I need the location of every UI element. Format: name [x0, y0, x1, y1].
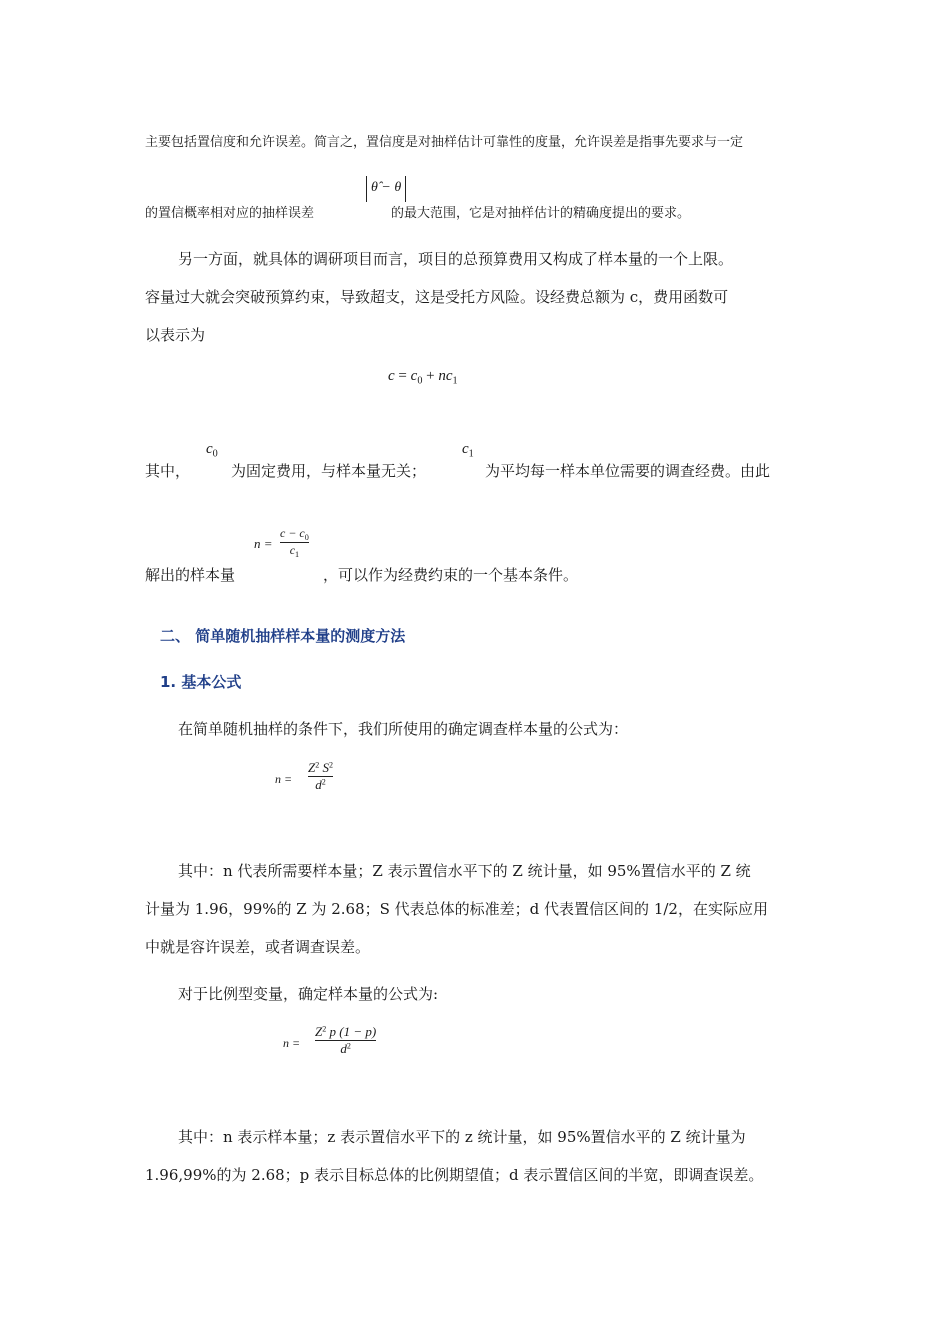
solve-formula-fraction: [280, 526, 309, 559]
cost-formula-plus: +: [426, 368, 435, 384]
formula-n1-denominator: [315, 777, 326, 793]
cost-formula-sub1: 1: [452, 375, 458, 387]
solve-den-sub: 1: [295, 549, 300, 559]
para-symbols-suffix: 为平均每一样本单位需要的调查经费。由此: [485, 462, 771, 480]
formula-n2-fraction: [315, 1024, 376, 1057]
cost-formula-sub0: 0: [417, 375, 423, 387]
subsection-1-heading: 1. 基本公式: [160, 673, 242, 691]
formula-n1-d: d: [315, 777, 322, 792]
cost-formula-c: c: [410, 368, 418, 384]
abs-error-text: θ̂ − θ: [371, 180, 402, 195]
formula-n1-lhs: n =: [275, 772, 293, 786]
para-top-line1: 主要包括置信度和允许误差。简言之，置信度是对抽样估计可靠性的度量，允许误差是指事先要求与一定: [145, 135, 744, 150]
formula-n2-d-sup: 2: [346, 1041, 351, 1051]
para-proportion-intro: 对于比例型变量，确定样本量的公式为:: [178, 985, 439, 1003]
solve-formula-denominator: [290, 543, 299, 559]
formula-n1-s: S: [322, 760, 330, 775]
para-budget-line1: 另一方面，就具体的调研项目而言，项目的总预算费用又构成了样本量的一个上限。: [178, 250, 734, 268]
c0-letter: c: [206, 441, 213, 457]
c1-sub: 1: [468, 448, 474, 460]
c1-symbol: [462, 441, 474, 460]
para-explain1-line2: 计量为 1.96，99%的 Z 为 2.68；S 代表总体的标准差；d 代表置信区间的 1/2，在实际应用: [145, 900, 768, 918]
formula-n2-lhs: n =: [283, 1036, 301, 1050]
para-solve-prefix: 解出的样本量: [145, 566, 236, 584]
cost-formula-eq: =: [398, 368, 407, 384]
solve-formula-lhs: n =: [254, 536, 273, 551]
formula-n1-d-sup: 2: [321, 777, 326, 787]
c0-symbol: [206, 441, 218, 460]
para-symbols-prefix: 其中，: [145, 462, 191, 480]
formula-n2-rest: p (1 − p): [329, 1024, 377, 1039]
formula-n1-s-sup: 2: [329, 760, 334, 770]
para-explain2-line2: 1.96,99%的为 2.68；p 表示目标总体的比例期望值；d 表示置信区间的半宽，即调查误差。: [145, 1166, 764, 1184]
solve-formula-numerator: [280, 526, 309, 542]
solve-den-text: c: [289, 542, 296, 557]
para-explain1-line1: 其中：n 代表所需要样本量；Z 表示置信水平下的 Z 统计量，如 95%置信水平的 Z 统: [178, 862, 751, 880]
solve-num-text: c − c: [280, 526, 305, 540]
formula-n2-z: Z: [315, 1024, 323, 1039]
formula-n2-numerator: [315, 1024, 376, 1040]
formula-n1-z-sup: 2: [315, 760, 320, 770]
formula-n1-z: Z: [308, 760, 316, 775]
formula-n2-denominator: [340, 1041, 351, 1057]
cost-formula-nc: nc: [438, 368, 453, 384]
formula-n1-numerator: [308, 760, 333, 776]
formula-n2-d: d: [340, 1041, 347, 1056]
para-top-line2-after: 的最大范围，它是对抽样估计的精确度提出的要求。: [391, 206, 691, 221]
abs-error-formula: [366, 176, 406, 202]
section-2-heading: 二、 简单随机抽样样本量的测度方法: [160, 627, 406, 645]
formula-n1-fraction: [308, 760, 333, 793]
para-symbols-mid: 为固定费用，与样本量无关；: [231, 462, 427, 480]
cost-formula: [388, 368, 458, 387]
para-explain2-line1: 其中：n 表示样本量；z 表示置信水平下的 z 统计量，如 95%置信水平的 Z 统计量为: [178, 1128, 746, 1146]
para-top-line2-before: 的置信概率相对应的抽样误差: [145, 206, 315, 221]
para-budget-line3: 以表示为: [145, 326, 206, 344]
solve-num-sub: 0: [304, 532, 309, 542]
c1-letter: c: [462, 441, 469, 457]
para-solve-suffix: ，可以作为经费约束的一个基本条件。: [323, 566, 579, 584]
para-explain1-line3: 中就是容许误差，或者调查误差。: [145, 938, 371, 956]
cost-formula-lhs: c: [388, 368, 395, 384]
para-formula-intro: 在简单随机抽样的条件下，我们所使用的确定调查样本量的公式为：: [178, 720, 629, 738]
para-budget-line2: 容量过大就会突破预算约束，导致超支，这是受托方风险。设经费总额为 c，费用函数可: [145, 288, 729, 306]
c0-sub: 0: [212, 448, 218, 460]
formula-n2-z-sup: 2: [322, 1024, 327, 1034]
